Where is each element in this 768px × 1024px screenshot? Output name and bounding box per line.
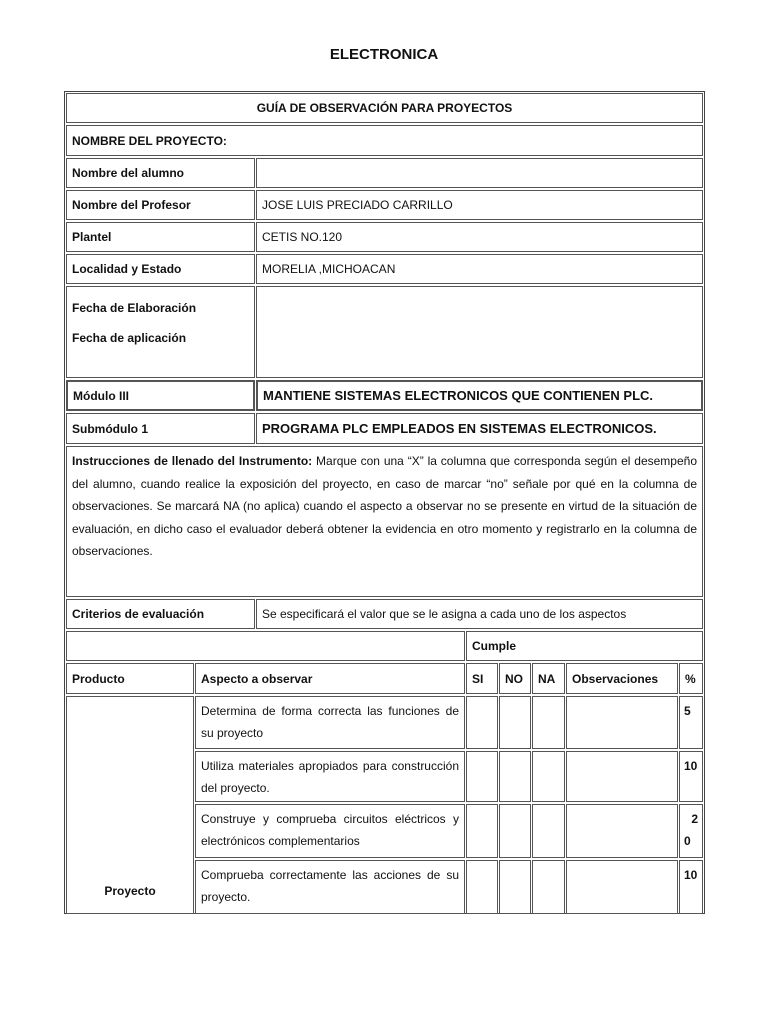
no-check-cell[interactable] [499,804,531,858]
application-date-label: Fecha de aplicación [72,331,187,345]
na-check-cell[interactable] [532,860,565,914]
module-label: Módulo III [66,380,255,411]
aspect-cell: Utiliza materiales apropiados para construcción del proyecto. [195,751,465,802]
product-name: Proyecto [104,884,156,898]
submodule-value: PROGRAMA PLC EMPLEADOS EN SISTEMAS ELECTRONICOS. [256,413,703,444]
aspect-cell: Comprueba correctamente las acciones de su proyecto. [195,860,465,914]
observations-cell[interactable] [566,860,678,914]
elaboration-date-label: Fecha de Elaboración [72,301,197,315]
no-check-cell[interactable] [499,696,531,749]
observations-cell[interactable] [566,804,678,858]
percent-cell [679,804,703,858]
percent-digit-2: 0 [684,834,691,848]
guide-header: GUÍA DE OBSERVACIÓN PARA PROYECTOS [66,93,703,123]
table-top-blank [66,631,465,661]
aspect-header: Aspecto a observar [195,663,465,694]
percent-cell: 10 [679,751,703,802]
teacher-name-value: JOSE LUIS PRECIADO CARRILLO [256,190,703,220]
student-name-label: Nombre del alumno [66,158,255,188]
module-value: MANTIENE SISTEMAS ELECTRONICOS QUE CONTIENEN PLC. [256,380,703,411]
criteria-value: Se especificará el valor que se le asigna a cada uno de los aspectos [256,599,703,629]
student-name-value [256,158,703,188]
si-check-cell[interactable] [466,804,498,858]
aspect-cell: Determina de forma correcta las funciones de su proyecto [195,696,465,749]
instructions-label: Instrucciones de llenado del Instrumento: [72,454,313,468]
si-check-cell[interactable] [466,696,498,749]
na-header: NA [532,663,565,694]
no-check-cell[interactable] [499,751,531,802]
no-check-cell[interactable] [499,860,531,914]
percent-cell: 10 [679,860,703,914]
na-check-cell[interactable] [532,804,565,858]
aspect-cell: Construye y comprueba circuitos eléctricos y electrónicos complementarios [195,804,465,858]
instructions-block [66,446,703,597]
product-cell [66,696,194,914]
si-check-cell[interactable] [466,860,498,914]
observations-cell[interactable] [566,696,678,749]
project-name-label: NOMBRE DEL PROYECTO: [66,125,703,156]
cumple-header: Cumple [466,631,703,661]
teacher-name-label: Nombre del Profesor [66,190,255,220]
product-header: Producto [66,663,194,694]
na-check-cell[interactable] [532,696,565,749]
observations-cell[interactable] [566,751,678,802]
dates-value-cell [256,286,703,378]
si-header: SI [466,663,498,694]
submodule-label: Submódulo 1 [66,413,255,444]
criteria-label: Criterios de evaluación [66,599,255,629]
percent-cell: 5 [679,696,703,749]
instructions-text: Marque con una “X” la columna que corresponda según el desempeño del alumno, cuando realice la exposición del proyecto, en caso de marcar “no” señale por qué en la columna de observaciones. Se marcará NA (no aplica) cuando el aspecto a observar no se presente en virtud de la situación de evaluación, en dicho caso el evaluador deberá obtener la evidencia en otro momento y registrarlo en la columna de observaciones. [72,454,697,558]
na-check-cell[interactable] [532,751,565,802]
observations-header: Observaciones [566,663,678,694]
school-label: Plantel [66,222,255,252]
school-value: CETIS NO.120 [256,222,703,252]
si-check-cell[interactable] [466,751,498,802]
no-header: NO [499,663,531,694]
percent-digit-1: 2 [691,812,698,826]
dates-label-cell [66,286,255,378]
location-value: MORELIA ,MICHOACAN [256,254,703,284]
percent-header: % [679,663,703,694]
document-title: ELECTRONICA [329,46,439,63]
location-label: Localidad y Estado [66,254,255,284]
